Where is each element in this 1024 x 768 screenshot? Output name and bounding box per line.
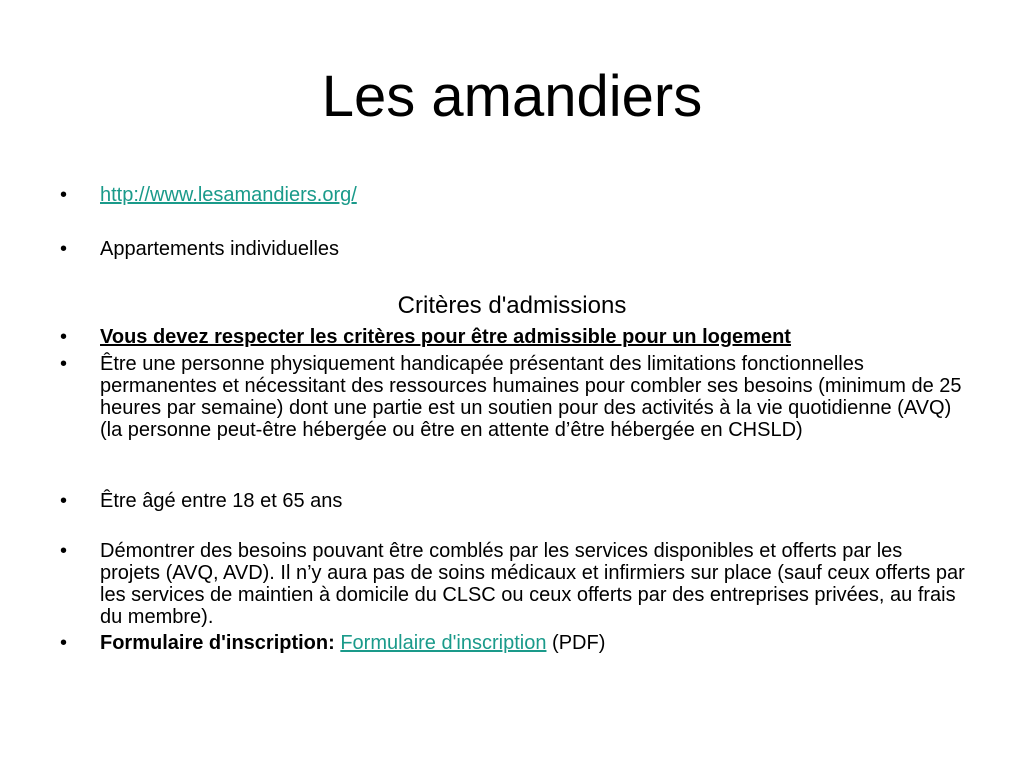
criterion-3-text: Démontrer des besoins pouvant être comblés par les services disponibles et offerts par les projets (AVQ, AVD). Il n’y aura pas de soins médicaux et infirmiers sur place (sauf ceux offerts par les services de maintien à domicile du CLSC ou ceux offerts par des entreprises privées, au frais du membre). [100, 540, 965, 628]
apartments-text: Appartements individuelles [100, 238, 340, 260]
website-link[interactable]: http://www.lesamandiers.org/ [100, 184, 357, 206]
form-link[interactable]: Formulaire d'inscription [340, 632, 547, 654]
bullet: • [60, 490, 68, 512]
bullet: • [60, 632, 68, 654]
criteria-heading: Critères d'admissions [397, 292, 627, 319]
criterion-1-text: Être une personne physiquement handicapée présentant des limitations fonctionnelles permanentes et nécessitant des ressources humaines pour combler ses besoins (minimum de 25 heures par semaine) dont une partie est un soutien pour des activités à la vie quotidienne (AVQ) (la personne peut-être hébergée ou être en attente d’être hébergée en CHSLD) [100, 353, 962, 441]
page-title: Les amandiers [321, 64, 703, 129]
form-suffix: (PDF) [552, 632, 606, 654]
bullet: • [60, 540, 68, 562]
bullet: • [60, 353, 68, 375]
bullet: • [60, 326, 68, 348]
bullet: • [60, 184, 68, 206]
criteria-intro-text: Vous devez respecter les critères pour être admissible pour un logement [100, 326, 791, 348]
bullet: • [60, 238, 68, 260]
form-label: Formulaire d'inscription: [100, 632, 335, 654]
criterion-2-text: Être âgé entre 18 et 65 ans [100, 490, 343, 512]
